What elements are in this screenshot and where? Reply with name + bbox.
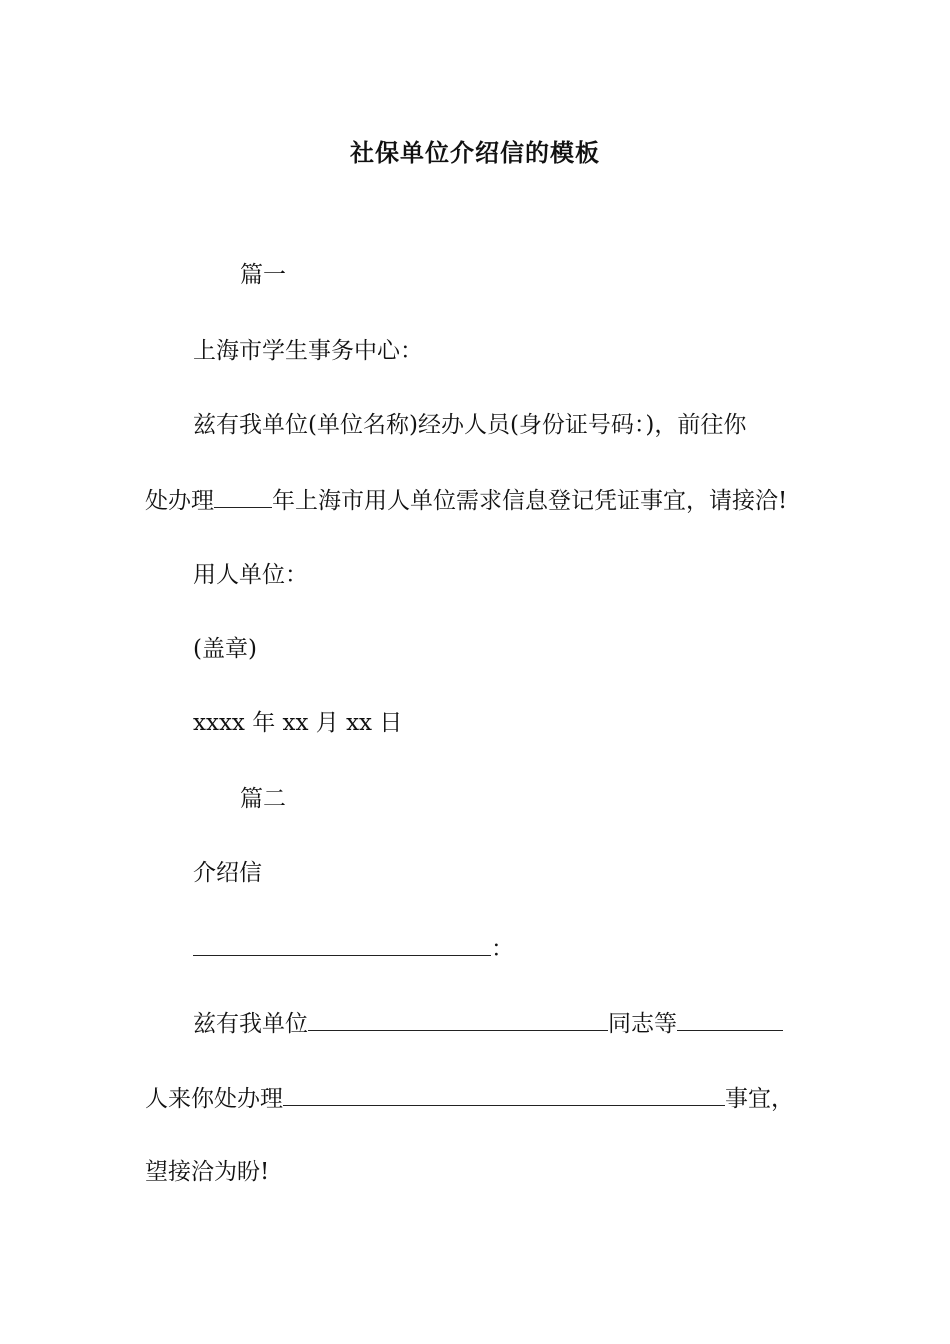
section2-body-line1-start: 兹有我单位 xyxy=(193,1011,308,1037)
document-title: 社保单位介绍信的模板 xyxy=(350,138,600,167)
section2-body-line1-mid: 同志等 xyxy=(608,1011,677,1037)
section1-addressee: 上海市学生事务中心： xyxy=(193,338,423,364)
year-blank xyxy=(214,483,272,508)
section1-date: xxxx 年 xx 月 xx 日 xyxy=(193,710,403,736)
section1-heading: 篇一 xyxy=(240,262,286,288)
section1-body-line2-end: 年上海市用人单位需求信息登记凭证事宜，请接洽! xyxy=(272,488,788,514)
section2-body-line1 xyxy=(193,1006,783,1041)
addressee-colon: ： xyxy=(491,936,514,962)
section2-body-line3: 望接洽为盼! xyxy=(145,1159,270,1185)
section2-body-line2-end: 事宜， xyxy=(725,1086,794,1112)
section2-letter-title: 介绍信 xyxy=(193,860,262,886)
count-blank xyxy=(677,1006,783,1031)
section1-body-line1: 兹有我单位(单位名称)经办人员(身份证号码：)，前往你 xyxy=(193,412,747,438)
name-blank xyxy=(308,1006,608,1031)
section2-heading: 篇二 xyxy=(240,786,286,812)
section1-body-line2 xyxy=(145,483,787,518)
addressee-blank xyxy=(193,931,491,956)
section1-seal: (盖章) xyxy=(193,636,257,662)
section2-body-line2 xyxy=(145,1081,794,1116)
section2-body-line2-start: 人来你处办理 xyxy=(145,1086,283,1112)
section1-body-line2-start: 处办理 xyxy=(145,488,214,514)
section1-signature-label: 用人单位： xyxy=(193,562,308,588)
matter-blank xyxy=(283,1081,725,1106)
section2-addressee xyxy=(193,931,514,966)
